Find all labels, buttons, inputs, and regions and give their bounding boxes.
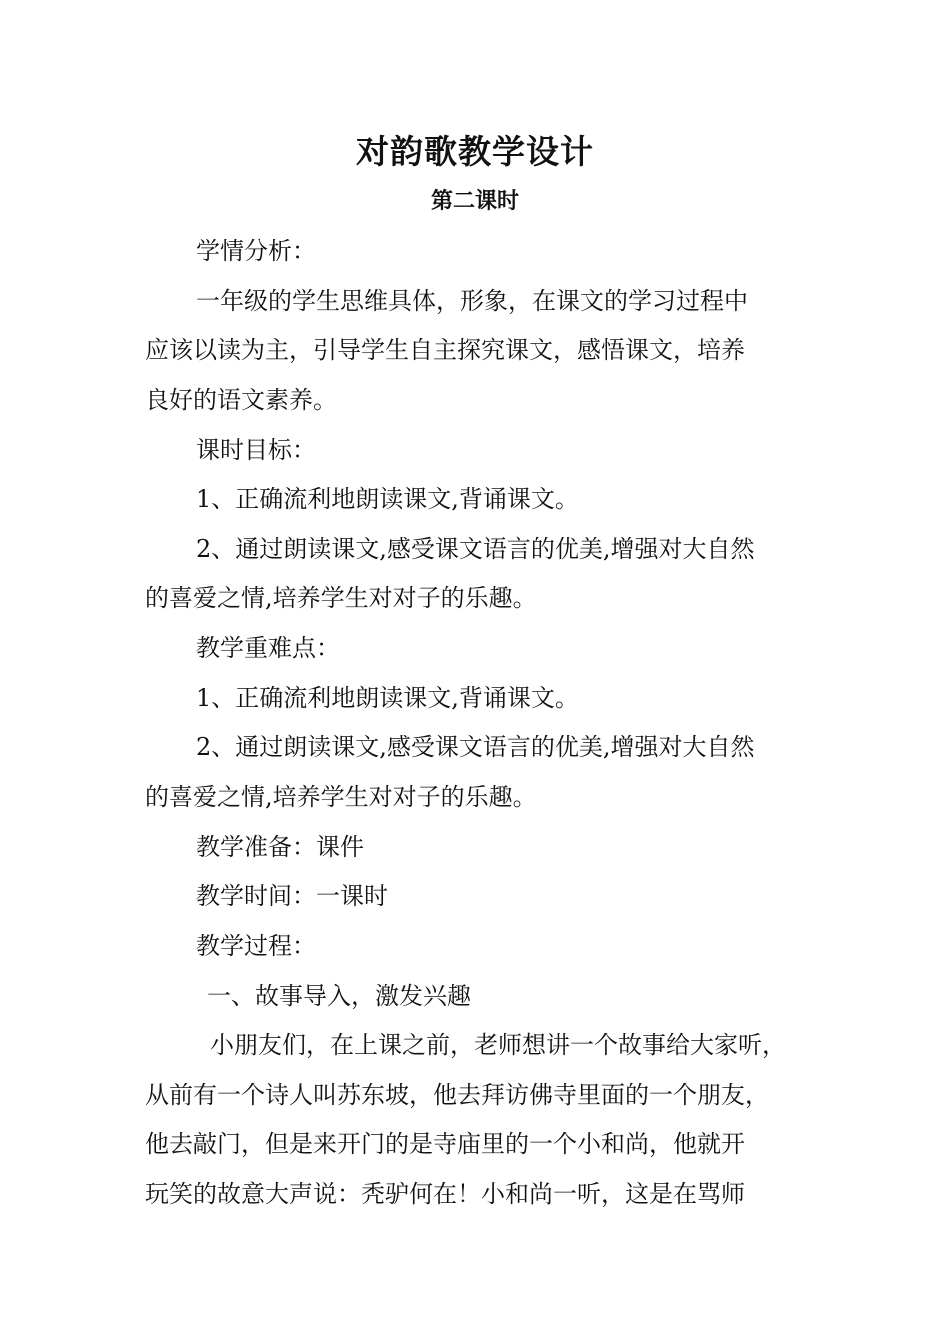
list-item: 2、通过朗读课文,感受课文语言的优美,增强对大自然 xyxy=(196,535,755,563)
document-subtitle: 第二课时 xyxy=(430,188,519,214)
section-heading-learning-analysis: 学情分析： xyxy=(196,237,316,265)
section-heading-teaching-process: 教学过程： xyxy=(196,932,316,960)
document-title: 对韵歌教学设计 xyxy=(356,132,594,171)
teaching-preparation: 教学准备：课件 xyxy=(196,833,364,861)
paragraph-line: 他去敲门，但是来开门的是寺庙里的一个小和尚，他就开 xyxy=(145,1130,745,1158)
list-item: 1、正确流利地朗读课文,背诵课文。 xyxy=(196,485,579,513)
list-item: 2、通过朗读课文,感受课文语言的优美,增强对大自然 xyxy=(196,733,755,761)
list-item-continuation: 的喜爱之情,培养学生对对子的乐趣。 xyxy=(145,783,537,811)
subsection-heading: 一、故事导入，激发兴趣 xyxy=(207,982,471,1010)
paragraph-line: 一年级的学生思维具体，形象，在课文的学习过程中 xyxy=(196,287,748,315)
list-item-continuation: 的喜爱之情,培养学生对对子的乐趣。 xyxy=(145,584,537,612)
section-heading-key-points: 教学重难点： xyxy=(196,634,340,662)
paragraph-line: 应该以读为主，引导学生自主探究课文，感悟课文，培养 xyxy=(145,336,745,364)
section-heading-lesson-goals: 课时目标： xyxy=(196,436,316,464)
list-item: 1、正确流利地朗读课文,背诵课文。 xyxy=(196,684,579,712)
paragraph-line: 小朋友们，在上课之前，老师想讲一个故事给大家听， xyxy=(210,1031,786,1059)
paragraph-line: 从前有一个诗人叫苏东坡，他去拜访佛寺里面的一个朋友， xyxy=(145,1081,769,1109)
paragraph-line: 良好的语文素养。 xyxy=(145,386,337,414)
paragraph-line: 玩笑的故意大声说：秃驴何在！小和尚一听，这是在骂师 xyxy=(145,1180,745,1208)
teaching-time: 教学时间：一课时 xyxy=(196,882,388,910)
